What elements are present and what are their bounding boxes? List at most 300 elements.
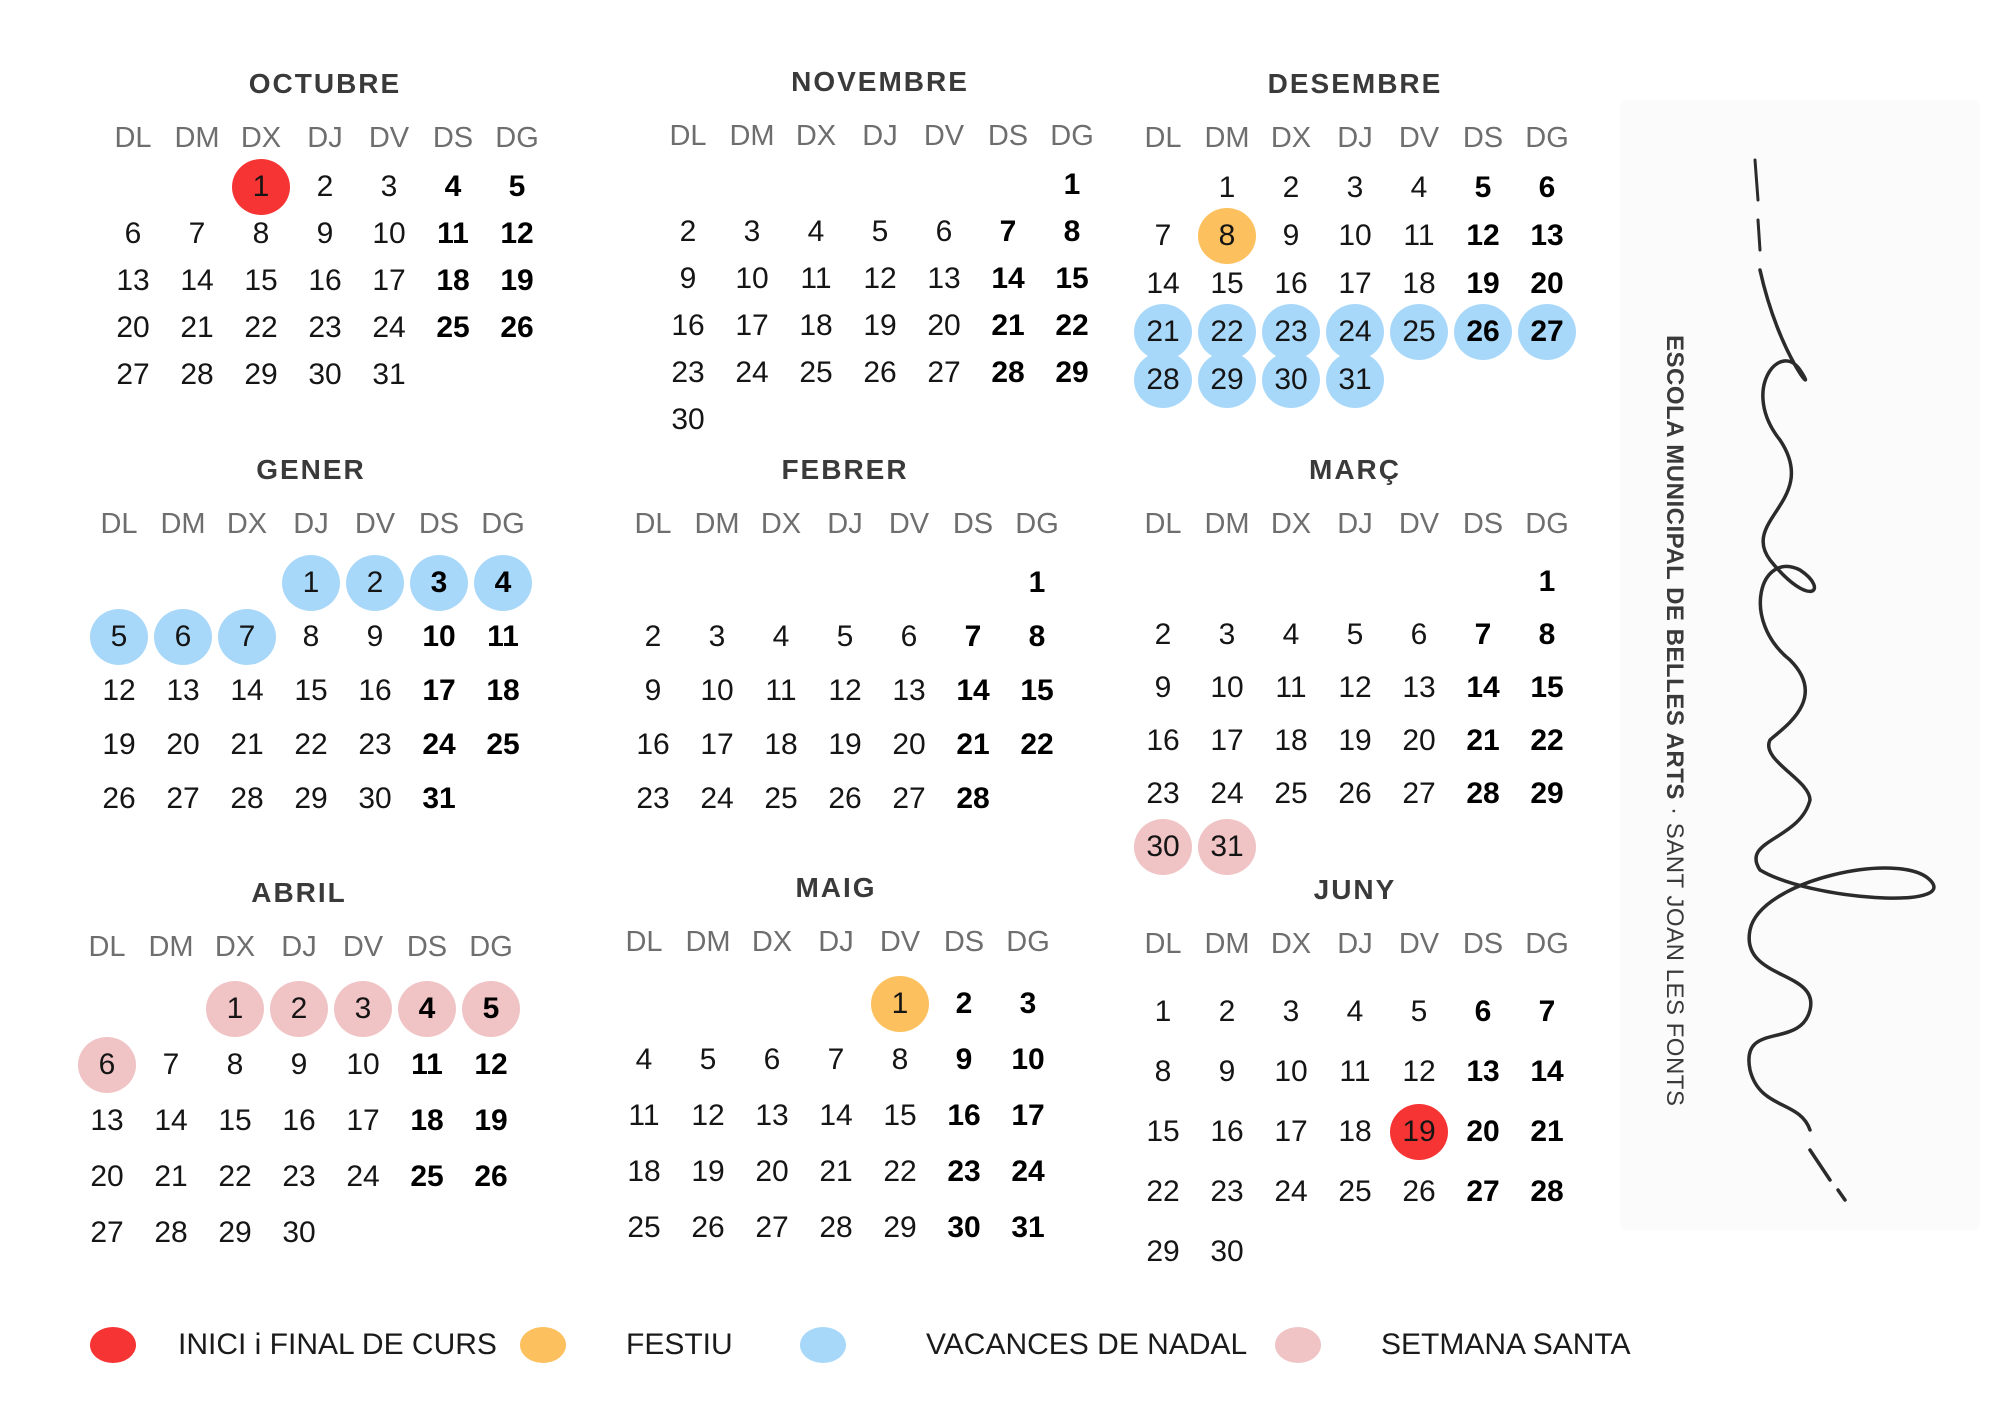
day-number: 9 xyxy=(316,216,334,250)
day-cell xyxy=(165,304,229,351)
empty-cell xyxy=(720,161,784,208)
day-cell xyxy=(1515,260,1579,308)
day-number-holiday: 8 xyxy=(1198,208,1256,264)
legend-item-holiday xyxy=(520,1315,733,1375)
day-number-xmas: 1 xyxy=(282,555,340,611)
empty-cell xyxy=(101,163,165,210)
day-cell xyxy=(813,610,877,664)
day-cell xyxy=(459,1093,523,1149)
day-cell xyxy=(932,1032,996,1088)
month-title: MARÇ xyxy=(1309,454,1401,485)
month-grid xyxy=(660,114,1100,443)
day-number: 26 xyxy=(828,782,862,815)
day-cell xyxy=(75,1093,139,1149)
weekday-header: DV xyxy=(354,508,396,540)
day-number: 18 xyxy=(1402,267,1436,300)
day-cell xyxy=(720,208,784,255)
weekday-header: DX xyxy=(795,120,837,152)
month-octubre xyxy=(105,66,545,398)
day-cell xyxy=(1195,356,1259,404)
day-cell xyxy=(740,1200,804,1256)
day-number-holiday: 1 xyxy=(871,976,929,1032)
day-number: 2 xyxy=(644,620,662,653)
day-cell xyxy=(1451,1162,1515,1222)
day-cell xyxy=(941,772,1005,826)
day-number: 15 xyxy=(883,1099,917,1132)
weekday-header: DS xyxy=(1462,122,1504,154)
day-cell xyxy=(331,1093,395,1149)
day-cell xyxy=(279,556,343,610)
day-cell xyxy=(1387,1042,1451,1102)
weekday-header: DG xyxy=(1006,926,1050,958)
empty-cell xyxy=(139,981,203,1037)
day-number: 1 xyxy=(1028,566,1046,599)
day-cell xyxy=(1323,1162,1387,1222)
weekday-header: DJ xyxy=(1337,928,1373,960)
day-cell xyxy=(485,304,549,351)
weekday-header: DX xyxy=(751,926,793,958)
day-cell xyxy=(1259,608,1323,661)
day-number: 21 xyxy=(991,308,1025,342)
day-number: 19 xyxy=(828,728,862,761)
day-number: 13 xyxy=(116,263,150,297)
day-number: 10 xyxy=(422,620,456,653)
day-number-xmas: 22 xyxy=(1198,304,1256,360)
day-cell xyxy=(1131,212,1195,260)
day-cell xyxy=(1131,714,1195,767)
day-cell xyxy=(1040,349,1104,396)
empty-cell xyxy=(685,556,749,610)
month-novembre xyxy=(660,64,1100,443)
day-cell xyxy=(1259,767,1323,820)
day-number: 10 xyxy=(346,1048,380,1081)
month-title: JUNY xyxy=(1313,874,1397,905)
day-cell xyxy=(1040,302,1104,349)
weekday-header: DV xyxy=(342,931,384,963)
day-cell xyxy=(1451,308,1515,356)
day-number: 21 xyxy=(819,1155,853,1188)
day-number: 17 xyxy=(1338,267,1372,300)
weekday-header: DS xyxy=(432,122,474,154)
day-number: 12 xyxy=(1402,1055,1436,1088)
day-cell xyxy=(656,396,720,443)
day-cell xyxy=(1387,982,1451,1042)
month-grid xyxy=(79,925,519,1261)
day-number: 18 xyxy=(436,263,470,297)
weekday-header: DS xyxy=(987,120,1029,152)
day-number: 3 xyxy=(1218,617,1236,651)
day-number: 10 xyxy=(1338,219,1372,252)
day-number: 14 xyxy=(1146,267,1180,300)
day-cell xyxy=(941,664,1005,718)
day-number: 14 xyxy=(230,674,264,707)
weekday-header: DS xyxy=(1462,508,1504,540)
weekday-header: DM xyxy=(694,508,740,540)
day-cell xyxy=(676,1088,740,1144)
empty-cell xyxy=(848,161,912,208)
day-cell xyxy=(1195,820,1259,873)
day-cell xyxy=(912,208,976,255)
day-cell xyxy=(1451,608,1515,661)
day-number-easter: 2 xyxy=(270,981,328,1037)
day-number: 7 xyxy=(999,214,1017,248)
day-number-easter: 30 xyxy=(1134,819,1192,875)
day-number: 2 xyxy=(679,214,697,248)
day-number: 17 xyxy=(1210,723,1244,757)
day-number: 29 xyxy=(218,1216,252,1249)
day-cell xyxy=(343,772,407,826)
empty-cell xyxy=(740,976,804,1032)
day-number: 17 xyxy=(735,308,769,342)
weekday-header: DL xyxy=(88,931,126,963)
day-cell xyxy=(749,772,813,826)
day-cell xyxy=(165,257,229,304)
day-cell xyxy=(740,1144,804,1200)
day-cell xyxy=(1451,164,1515,212)
day-number: 16 xyxy=(308,263,342,297)
day-cell xyxy=(101,257,165,304)
day-number: 11 xyxy=(765,674,797,707)
day-number: 7 xyxy=(964,620,982,653)
day-cell xyxy=(1323,1042,1387,1102)
day-cell xyxy=(932,976,996,1032)
day-number: 28 xyxy=(956,782,990,815)
day-cell xyxy=(1515,767,1579,820)
day-number: 11 xyxy=(487,620,519,653)
day-cell xyxy=(407,664,471,718)
day-cell xyxy=(941,718,1005,772)
month-juny xyxy=(1135,872,1575,1282)
day-cell xyxy=(1259,356,1323,404)
weekday-header: DG xyxy=(1050,120,1094,152)
day-cell xyxy=(1387,1162,1451,1222)
school-town: SANT JOAN LES FONTS xyxy=(1661,822,1688,1107)
day-number: 22 xyxy=(244,310,278,344)
day-number: 28 xyxy=(1530,1175,1564,1208)
day-number: 17 xyxy=(700,728,734,761)
day-cell xyxy=(215,718,279,772)
day-number: 27 xyxy=(927,355,961,389)
day-number: 2 xyxy=(1282,171,1300,204)
empty-cell xyxy=(784,161,848,208)
day-cell xyxy=(1131,1042,1195,1102)
day-number: 10 xyxy=(372,216,406,250)
day-number-xmas: 27 xyxy=(1518,304,1576,360)
weekday-header: DM xyxy=(1204,122,1250,154)
day-cell xyxy=(1515,661,1579,714)
day-cell xyxy=(1323,308,1387,356)
day-number: 7 xyxy=(1538,995,1556,1028)
day-cell xyxy=(996,1088,1060,1144)
day-cell xyxy=(357,351,421,398)
day-number: 5 xyxy=(699,1043,717,1076)
day-number: 15 xyxy=(244,263,278,297)
day-cell xyxy=(941,610,1005,664)
day-cell xyxy=(203,981,267,1037)
day-cell xyxy=(1451,260,1515,308)
day-number: 10 xyxy=(1210,670,1244,704)
day-number: 21 xyxy=(230,728,264,761)
month-marc xyxy=(1135,452,1575,873)
day-cell xyxy=(1515,1162,1579,1222)
day-cell xyxy=(279,718,343,772)
day-number: 18 xyxy=(627,1155,661,1188)
day-cell xyxy=(87,772,151,826)
day-cell xyxy=(421,257,485,304)
day-number: 12 xyxy=(863,261,897,295)
day-number: 13 xyxy=(90,1104,124,1137)
day-cell xyxy=(621,664,685,718)
day-cell xyxy=(151,718,215,772)
day-number: 12 xyxy=(102,674,136,707)
month-desembre xyxy=(1135,66,1575,404)
day-number: 19 xyxy=(500,263,534,297)
day-cell xyxy=(293,351,357,398)
day-number: 1 xyxy=(1218,171,1236,204)
weekday-header: DL xyxy=(634,508,672,540)
day-cell xyxy=(1195,164,1259,212)
day-number: 13 xyxy=(1530,219,1564,252)
day-cell xyxy=(1515,1102,1579,1162)
day-number: 9 xyxy=(644,674,662,707)
day-number: 30 xyxy=(358,782,392,815)
day-cell xyxy=(151,772,215,826)
day-cell xyxy=(1259,1162,1323,1222)
day-cell xyxy=(1195,212,1259,260)
day-cell xyxy=(804,1144,868,1200)
day-number: 14 xyxy=(819,1099,853,1132)
day-cell xyxy=(612,1088,676,1144)
day-number: 25 xyxy=(1338,1175,1372,1208)
day-number: 22 xyxy=(1055,308,1089,342)
day-cell xyxy=(868,1144,932,1200)
day-number: 31 xyxy=(422,782,456,815)
day-number: 25 xyxy=(436,310,470,344)
day-cell xyxy=(1131,820,1195,873)
day-number: 26 xyxy=(500,310,534,344)
day-number: 12 xyxy=(474,1048,508,1081)
day-number: 26 xyxy=(102,782,136,815)
day-cell xyxy=(1387,1102,1451,1162)
weekday-header: DJ xyxy=(862,120,898,152)
day-cell xyxy=(1259,212,1323,260)
day-cell xyxy=(139,1149,203,1205)
day-cell xyxy=(1131,767,1195,820)
month-title: DESEMBRE xyxy=(1267,68,1443,99)
day-cell xyxy=(996,1200,1060,1256)
day-cell xyxy=(612,1144,676,1200)
day-cell xyxy=(612,1032,676,1088)
day-cell xyxy=(804,1200,868,1256)
day-number: 17 xyxy=(1011,1099,1045,1132)
day-number: 6 xyxy=(124,216,142,250)
empty-cell xyxy=(1195,555,1259,608)
day-number: 16 xyxy=(1146,723,1180,757)
day-cell xyxy=(331,1037,395,1093)
legend-dot-start xyxy=(90,1327,136,1363)
month-title: FEBRER xyxy=(781,454,909,485)
day-number: 17 xyxy=(346,1104,380,1137)
day-cell xyxy=(459,1037,523,1093)
day-number: 24 xyxy=(1274,1175,1308,1208)
legend-dot-easter xyxy=(1275,1327,1321,1363)
day-cell xyxy=(877,610,941,664)
weekday-header: DX xyxy=(1270,928,1312,960)
day-cell xyxy=(996,1144,1060,1200)
day-cell xyxy=(621,772,685,826)
day-number-xmas: 21 xyxy=(1134,304,1192,360)
day-cell xyxy=(293,210,357,257)
day-cell xyxy=(996,976,1060,1032)
day-cell xyxy=(485,210,549,257)
day-cell xyxy=(976,208,1040,255)
day-number: 29 xyxy=(294,782,328,815)
day-number: 20 xyxy=(166,728,200,761)
month-maig xyxy=(616,870,1056,1256)
day-cell xyxy=(165,351,229,398)
day-cell xyxy=(1323,1102,1387,1162)
day-cell xyxy=(459,981,523,1037)
weekday-header: DS xyxy=(406,931,448,963)
day-number: 12 xyxy=(1338,670,1372,704)
day-number: 25 xyxy=(627,1211,661,1244)
day-cell xyxy=(1131,1102,1195,1162)
day-cell xyxy=(357,163,421,210)
weekday-header: DV xyxy=(1398,508,1440,540)
empty-cell xyxy=(976,161,1040,208)
day-number: 14 xyxy=(956,674,990,707)
day-number: 27 xyxy=(1402,776,1436,810)
weekday-header: DV xyxy=(923,120,965,152)
day-number: 19 xyxy=(691,1155,725,1188)
day-number: 3 xyxy=(743,214,761,248)
day-cell xyxy=(1387,164,1451,212)
day-number: 20 xyxy=(927,308,961,342)
weekday-header: DX xyxy=(240,122,282,154)
empty-cell xyxy=(1259,555,1323,608)
day-number: 22 xyxy=(1020,728,1054,761)
day-cell xyxy=(912,302,976,349)
day-number: 17 xyxy=(422,674,456,707)
day-number: 13 xyxy=(755,1099,789,1132)
weekday-header: DL xyxy=(1144,122,1182,154)
month-title: GENER xyxy=(256,454,366,485)
weekday-header: DG xyxy=(495,122,539,154)
day-number-xmas: 3 xyxy=(410,555,468,611)
day-cell xyxy=(1387,608,1451,661)
day-cell xyxy=(203,1093,267,1149)
day-cell xyxy=(139,1037,203,1093)
day-cell xyxy=(293,163,357,210)
day-cell xyxy=(343,664,407,718)
day-cell xyxy=(1387,308,1451,356)
day-cell xyxy=(215,772,279,826)
day-number-easter: 5 xyxy=(462,981,520,1037)
day-number: 23 xyxy=(358,728,392,761)
day-number: 5 xyxy=(1474,171,1492,204)
day-cell xyxy=(804,1032,868,1088)
day-cell xyxy=(813,772,877,826)
day-number-xmas: 29 xyxy=(1198,352,1256,408)
weekday-header: DJ xyxy=(1337,508,1373,540)
day-cell xyxy=(1451,767,1515,820)
day-number-xmas: 24 xyxy=(1326,304,1384,360)
day-cell xyxy=(331,981,395,1037)
month-grid xyxy=(1135,116,1575,404)
legend-dot-xmas xyxy=(800,1327,846,1363)
day-number: 18 xyxy=(410,1104,444,1137)
day-number: 10 xyxy=(735,261,769,295)
day-cell xyxy=(1451,212,1515,260)
day-cell xyxy=(1259,308,1323,356)
school-separator: · xyxy=(1661,799,1688,823)
weekday-header: DS xyxy=(943,926,985,958)
day-cell xyxy=(685,772,749,826)
day-cell xyxy=(203,1149,267,1205)
day-number-easter: 31 xyxy=(1198,819,1256,875)
day-cell xyxy=(656,349,720,396)
day-cell xyxy=(407,610,471,664)
weekday-header: DG xyxy=(1525,928,1569,960)
day-number: 27 xyxy=(166,782,200,815)
weekday-header: DJ xyxy=(307,122,343,154)
month-grid xyxy=(625,502,1065,826)
day-cell xyxy=(848,255,912,302)
day-number: 28 xyxy=(991,355,1025,389)
day-cell xyxy=(485,163,549,210)
day-number: 16 xyxy=(636,728,670,761)
day-number: 8 xyxy=(1154,1055,1172,1088)
month-grid xyxy=(1135,922,1575,1282)
day-cell xyxy=(1323,356,1387,404)
day-cell xyxy=(87,610,151,664)
day-cell xyxy=(1195,714,1259,767)
day-cell xyxy=(1323,661,1387,714)
day-cell xyxy=(343,610,407,664)
day-number: 15 xyxy=(1146,1115,1180,1148)
day-cell xyxy=(1259,164,1323,212)
day-number: 19 xyxy=(1466,267,1500,300)
day-cell xyxy=(1323,212,1387,260)
month-grid xyxy=(105,116,545,398)
day-number: 30 xyxy=(947,1211,981,1244)
day-cell xyxy=(1040,161,1104,208)
empty-cell xyxy=(1451,555,1515,608)
day-cell xyxy=(932,1088,996,1144)
day-cell xyxy=(1195,308,1259,356)
day-number: 11 xyxy=(437,216,469,250)
empty-cell xyxy=(1323,555,1387,608)
day-number: 21 xyxy=(956,728,990,761)
empty-cell xyxy=(621,556,685,610)
day-number: 4 xyxy=(772,620,790,653)
day-cell xyxy=(877,664,941,718)
day-cell xyxy=(1195,1222,1259,1282)
legend-label: VACANCES DE NADAL xyxy=(926,1328,1248,1361)
day-number: 9 xyxy=(1154,670,1172,704)
day-cell xyxy=(1005,556,1069,610)
day-number: 21 xyxy=(180,310,214,344)
weekday-header: DL xyxy=(625,926,663,958)
school-name xyxy=(1660,335,1688,1106)
day-cell xyxy=(75,1149,139,1205)
day-number: 22 xyxy=(218,1160,252,1193)
day-cell xyxy=(612,1200,676,1256)
weekday-header: DJ xyxy=(827,508,863,540)
school-name-bold: ESCOLA MUNICIPAL DE BELLES ARTS xyxy=(1661,335,1688,800)
day-cell xyxy=(1195,982,1259,1042)
day-cell xyxy=(1387,714,1451,767)
